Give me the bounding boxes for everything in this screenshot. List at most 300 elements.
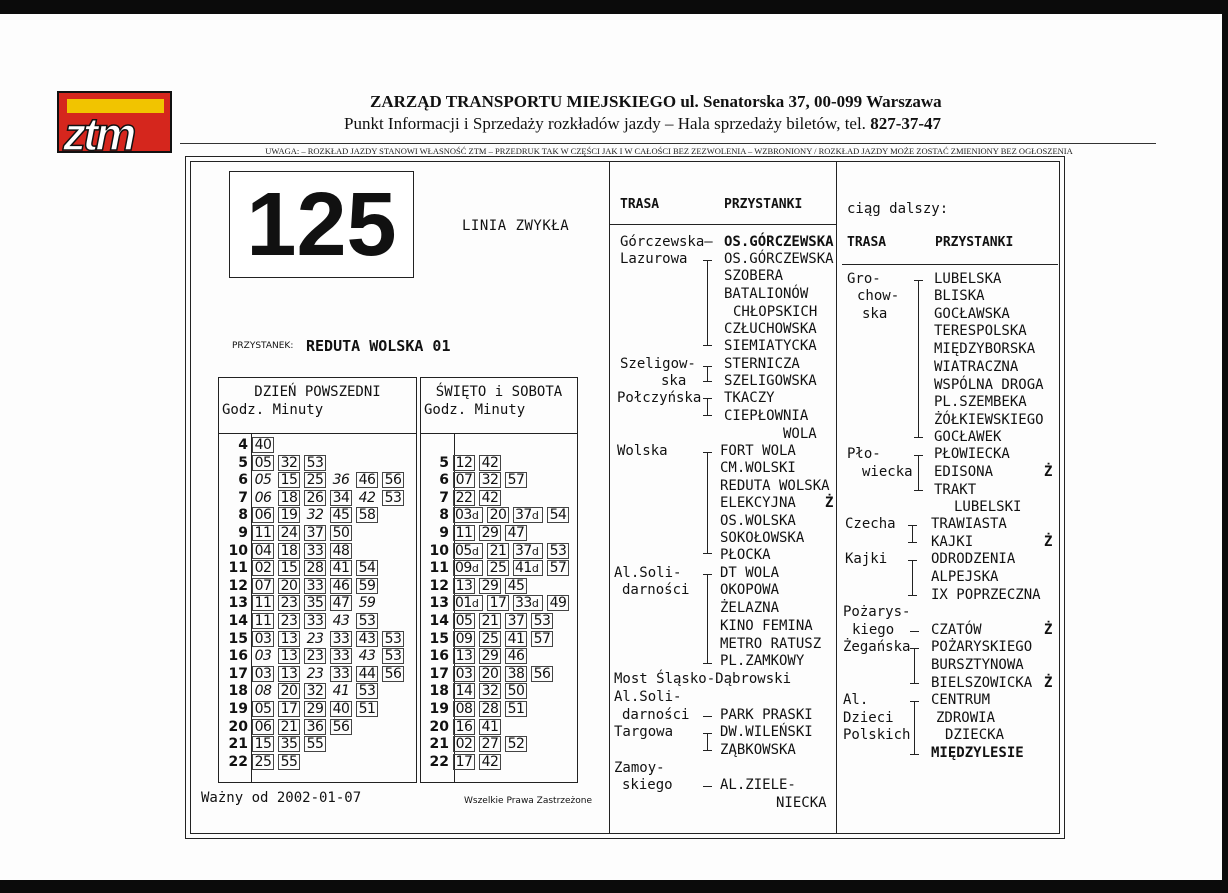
departure-minute: 36 [332,472,350,489]
departure-minute: 54 [356,560,378,576]
street-szeligowska: Szeligow- [620,356,696,372]
departure-minute: 05 [453,613,475,629]
valid-from: Ważny od 2002-01-07 [201,790,362,806]
stop: CENTRUM [931,692,991,708]
stop: CZATÓW [931,622,982,638]
departure-minute: 21 [479,613,501,629]
stop: GOCŁAWSKA [934,306,1010,322]
departure-minute: 02 [252,560,274,576]
stop: MIĘDZYBORSKA [934,341,1036,357]
departure-minute: 52 [505,736,527,752]
street-grochowska: chow- [857,288,900,304]
holiday-subtitle: Godz. Minuty [424,402,526,418]
stop: DW.WILEŃSKI [720,724,813,740]
hour-label: 20 [228,718,248,735]
timetable-row [429,559,573,577]
departure-minute: 56 [531,666,553,682]
departure-minute: 19 [278,507,300,523]
rights-note: Wszelkie Prawa Zastrzeżone [464,796,593,806]
minutes-list [453,736,531,752]
departure-minute: 37d [513,507,543,523]
timetable-row [228,454,330,472]
timetable-row [228,700,382,718]
departure-minute: 23 [306,630,324,647]
timetable-row [228,436,278,454]
departure-minute: 11 [252,525,274,541]
hour-label: 16 [228,648,248,665]
stop: CIEPŁOWNIA [724,408,809,424]
stop: SZOBERA [724,268,784,284]
route-tick [707,733,708,751]
stop: IX POPRZECZNA [931,587,1041,603]
street-dzieci-polskich: Al. [843,692,869,708]
route-dash [703,786,712,787]
departure-minute: 06 [252,507,274,523]
departure-minute: 33 [330,648,352,664]
departure-minute: 29 [479,648,501,664]
stop: ZDROWIA [936,710,996,726]
hour-label: 13 [228,595,248,612]
departure-minute: 53 [382,631,404,647]
departure-minute: 53 [382,648,404,664]
departure-minute: 43 [356,631,378,647]
departure-minute: 15 [278,560,300,576]
timetable-row [228,647,408,665]
minutes-list [453,490,505,506]
departure-minute: 40 [330,701,352,717]
line-type: LINIA ZWYKŁA [462,218,570,234]
departure-minute: 56 [382,666,404,682]
route-tick [912,525,913,543]
minutes-list [453,472,531,488]
departure-minute: 20 [479,666,501,682]
stop: KINO FEMINA [720,618,813,634]
route-tick [707,260,708,346]
request-stop-mark: Ż [1044,534,1053,550]
hour-label: 12 [228,577,248,594]
hour-label: 7 [439,489,449,506]
minutes-list [453,648,531,664]
departure-minute: 18 [278,543,300,559]
departure-minute: 53 [356,683,378,699]
timetable-row [429,682,531,700]
street-zamoyskiego: skiego [622,777,673,793]
stop: BURSZTYNOWA [931,657,1024,673]
stop: WOLA [783,426,817,442]
route-tick [707,574,708,664]
timetable-row [228,506,382,524]
departure-minute: 02 [453,736,475,752]
departure-minute: 03d [453,507,483,523]
stop: BIELSZOWICKA [931,675,1033,691]
departure-minute: 41 [505,631,527,647]
departure-minute: 41 [479,719,501,735]
minutes-list [453,543,573,559]
hour-label: 17 [228,665,248,682]
minutes-list [252,595,382,611]
minutes-list [252,437,278,453]
departure-minute: 05 [252,701,274,717]
street-grochowska: ska [862,306,888,322]
stop: ODRODZENIA [931,551,1016,567]
departure-minute: 33 [304,613,326,629]
stop: POŻARYSKIEGO [931,639,1033,655]
street-targowa: Targowa [614,724,674,740]
timetable-row [228,577,382,595]
minutes-list [252,648,408,664]
timetable-row [429,647,531,665]
departure-minute: 05 [254,472,272,489]
minutes-list [252,701,382,717]
stop: LUBELSKA [934,271,1002,287]
stop: DZIECKA [945,727,1005,743]
departure-minute: 54 [547,507,569,523]
stop: TERESPOLSKA [934,323,1027,339]
stop: CZŁUCHOWSKA [724,321,817,337]
departure-minute: 59 [358,595,376,612]
timetable-row [429,735,531,753]
hour-label: 15 [228,630,248,647]
ztm-logo [57,91,172,153]
stop: OS.WOLSKA [720,513,796,529]
departure-minute: 53 [382,490,404,506]
departure-minute: 23 [278,595,300,611]
route-tick [707,398,708,416]
hour-label: 18 [429,683,449,700]
departure-minute: 56 [330,719,352,735]
departure-minute: 11 [252,613,274,629]
hour-label: 17 [429,665,449,682]
departure-minute: 48 [330,543,352,559]
stop-label: PRZYSTANEK: [232,341,294,351]
departure-minute: 16 [453,719,475,735]
stop: STERNICZA [724,356,800,372]
departure-minute: 08 [453,701,475,717]
hour-label: 16 [429,648,449,665]
departure-minute: 41 [332,683,350,700]
minutes-list [453,578,531,594]
stop: PŁOCKA [720,547,771,563]
stop-miedzylesie-terminal: MIĘDZYLESIE [931,745,1024,761]
request-stop-mark: Ż [825,495,834,511]
street-kajki: Kajki [845,551,888,567]
departure-minute: 58 [356,507,378,523]
stop: ELEKCYJNA [720,495,796,511]
departure-minute: 05 [252,455,274,471]
departure-minute: 35 [278,736,300,752]
street-szeligowska: ska [661,373,687,389]
departure-minute: 11 [252,595,274,611]
departure-minute: 41d [513,560,543,576]
timetable-row [228,524,356,542]
route-head-rule-2 [842,264,1058,265]
street-solidarnosci: darności [622,582,690,598]
stop: PŁOWIECKA [934,446,1010,462]
timetable-row [429,489,505,507]
stop: NIECKA [776,795,827,811]
departure-minute: 46 [330,578,352,594]
weekday-subtitle: Godz. Minuty [222,402,324,418]
request-stop-mark: Ż [1044,675,1053,691]
route-head-trasa-2: TRASA [847,235,887,250]
street-polczynska: Połczyńska [617,390,702,406]
departure-minute: 13 [453,578,475,594]
minutes-list [252,472,408,488]
holiday-title: ŚWIĘTO i SOBOTA [435,384,563,400]
departure-minute: 32 [479,683,501,699]
minutes-list [453,754,505,770]
stop: FORT WOLA [720,443,796,459]
departure-minute: 47 [505,525,527,541]
departure-minute: 14 [453,683,475,699]
departure-minute: 32 [479,472,501,488]
departure-minute: 27 [479,736,501,752]
hour-label: 12 [429,577,449,594]
hour-label: 10 [429,542,449,559]
street-grochowska: Gro- [847,271,881,287]
minutes-list [453,525,531,541]
continued-label: ciąg dalszy: [847,201,949,217]
departure-minute: 53 [304,455,326,471]
street-czecha: Czecha [845,516,896,532]
departure-minute: 13 [278,648,300,664]
stop: EDISONA [934,464,994,480]
holiday-header [421,378,577,434]
departure-minute: 57 [505,472,527,488]
timetable-row [228,630,408,648]
departure-minute: 50 [505,683,527,699]
departure-minute: 42 [479,455,501,471]
route-tick [707,366,708,382]
departure-minute: 41 [330,560,352,576]
stop: GOCŁAWEK [934,429,1002,445]
departure-minute: 25 [487,560,509,576]
departure-minute: 42 [479,754,501,770]
departure-minute: 25 [304,472,326,488]
departure-minute: 28 [304,560,326,576]
departure-minute: 13 [453,648,475,664]
minutes-list [252,490,408,506]
street-lazurowa: Lazurowa [620,251,688,267]
minutes-list [252,736,330,752]
minutes-list [453,613,557,629]
departure-minute: 17 [278,701,300,717]
hour-label: 10 [228,542,248,559]
departure-minute: 15 [252,736,274,752]
info-line [344,114,941,134]
street-wolska: Wolska [617,443,668,459]
departure-minute: 04 [252,543,274,559]
route-tick [914,701,915,755]
stop: WIATRACZNA [934,359,1019,375]
timetable-row [228,612,382,630]
timetable-row [228,542,356,560]
street-zeganska: Żegańska [843,639,911,655]
departure-minute: 57 [547,560,569,576]
stop: REDUTA WOLSKA [720,478,830,494]
departure-minute: 22 [453,490,475,506]
route-tick [918,455,919,491]
route-dash [910,631,919,632]
timetable-row [429,542,573,560]
departure-minute: 37d [513,543,543,559]
departure-minute: 05d [453,543,483,559]
timetable-row [228,471,408,489]
timetable-row [429,577,531,595]
departure-minute: 45 [505,578,527,594]
departure-minute: 20 [487,507,509,523]
stop: SIEMIATYCKA [724,338,817,354]
copyright-warning: UWAGA: – ROZKŁAD JAZDY STANOWI WŁASNOŚĆ ZTM – PRZEDRUK TAK W CZĘŚCI JAK I W CAŁOŚCI BEZ ZEZWOLENIA – WZBRONIONY / ROZKŁAD JAZDY MOŻE ZOSTAĆ ZMIENIONY BEZ OGŁOSZENIA [265,146,1073,156]
street-pozaryskiego: kiego [852,622,895,638]
timetable-row [228,665,408,683]
hour-label: 18 [228,683,248,700]
minutes-list [252,543,356,559]
departure-minute: 03 [254,648,272,665]
street-solidarnosci-2: darności [622,707,690,723]
departure-minute: 33 [304,578,326,594]
departure-minute: 23 [278,613,300,629]
minutes-list [453,631,557,647]
departure-minute: 45 [330,507,352,523]
timetable-row [429,524,531,542]
departure-minute: 01d [453,595,483,611]
departure-minute: 29 [479,525,501,541]
street-most: Most Śląsko-Dąbrowski [614,671,792,687]
departure-minute: 59 [356,578,378,594]
stop: ZĄBKOWSKA [720,742,796,758]
departure-minute: 06 [254,489,272,506]
departure-minute: 29 [304,701,326,717]
stop: WSPÓLNA DROGA [934,377,1044,393]
timetable-row [429,594,573,612]
departure-minute: 46 [505,648,527,664]
weekday-title: DZIEŃ POWSZEDNI [254,384,381,400]
departure-minute: 20 [278,683,300,699]
departure-minute: 49 [547,595,569,611]
weekday-header [219,378,416,434]
departure-minute: 37 [505,613,527,629]
timetable-row [429,700,531,718]
departure-minute: 11 [453,525,475,541]
departure-minute: 26 [304,490,326,506]
timetable-row [228,594,382,612]
timetable-row [429,718,505,736]
street-solidarnosci: Al.Soli- [614,565,682,581]
street-dzieci-polskich: Polskich [843,727,911,743]
hour-label: 9 [439,525,449,541]
minutes-list [453,455,505,471]
hour-label: 15 [429,630,449,647]
departure-minute: 47 [330,595,352,611]
departure-minute: 40 [252,437,274,453]
minutes-list [252,631,408,647]
departure-minute: 18 [278,490,300,506]
departure-minute: 20 [278,578,300,594]
info-text: Punkt Informacji i Sprzedaży rozkładów jazdy – Hala sprzedaży biletów, tel. [344,114,866,133]
route-tick [912,560,913,596]
departure-minute: 21 [278,719,300,735]
minutes-list [252,719,356,735]
route-tick [707,452,708,554]
departure-minute: 23 [306,665,324,682]
hour-label: 21 [228,736,248,753]
departure-minute: 21 [487,543,509,559]
hour-label: 14 [429,613,449,629]
hour-label: 21 [429,736,449,753]
departure-minute: 13 [278,631,300,647]
departure-minute: 56 [382,472,404,488]
minutes-list [252,578,382,594]
hour-label: 22 [429,753,449,770]
departure-minute: 33 [330,666,352,682]
route-head-rule [610,224,836,225]
route-head-trasa: TRASA [620,197,660,212]
departure-minute: 32 [304,683,326,699]
stop: DT WOLA [720,565,780,581]
departure-minute: 55 [304,736,326,752]
hour-label: 11 [429,560,449,577]
org-header: ZARZĄD TRANSPORTU MIEJSKIEGO ul. Senatorska 37, 00-099 Warszawa [370,92,942,111]
departure-minute: 25 [252,754,274,770]
request-stop-mark: Ż [1044,464,1053,480]
stop: SZELIGOWSKA [724,373,817,389]
hour-label: 8 [238,507,248,524]
stop-os-gorczewska-terminal: OS.GÓRCZEWSKA [724,234,834,250]
departure-minute: 17 [453,754,475,770]
stop: TRAKT [934,482,977,498]
departure-minute: 33d [513,595,543,611]
departure-minute: 13 [278,666,300,682]
timetable-row [429,471,531,489]
timetable-row [429,506,573,524]
stop: METRO RATUSZ [720,636,822,652]
departure-minute: 15 [278,472,300,488]
departure-minute: 07 [453,472,475,488]
street-pozaryskiego: Pożarys- [843,604,911,620]
hour-label: 7 [238,489,248,506]
stop: OKOPOWA [720,582,780,598]
minutes-list [453,719,505,735]
departure-minute: 38 [505,666,527,682]
departure-minute: 07 [252,578,274,594]
timetable-row [228,559,382,577]
departure-minute: 03 [252,631,274,647]
minutes-list [453,560,573,576]
departure-minute: 23 [304,648,326,664]
street-gorczewska: Górczewska– [620,234,713,250]
departure-minute: 42 [479,490,501,506]
route-dash [703,716,712,717]
departure-minute: 44 [356,666,378,682]
street-solidarnosci-2: Al.Soli- [614,689,682,705]
stop: BLISKA [934,288,985,304]
departure-minute: 43 [358,648,376,665]
route-tick [918,280,919,438]
departure-minute: 29 [479,578,501,594]
departure-minute: 08 [254,683,272,700]
hour-label: 6 [439,472,449,489]
timetable-row [429,454,505,472]
line-number-box [229,171,414,278]
stop: CHŁOPSKICH [733,304,818,320]
header-rule [180,143,1156,144]
route-head-stops: PRZYSTANKI [724,197,803,212]
street-zamoyskiego: Zamoy- [614,760,665,776]
street-dzieci-polskich: Dzieci [843,710,894,726]
departure-minute: 12 [453,455,475,471]
timetable-row [429,665,557,683]
